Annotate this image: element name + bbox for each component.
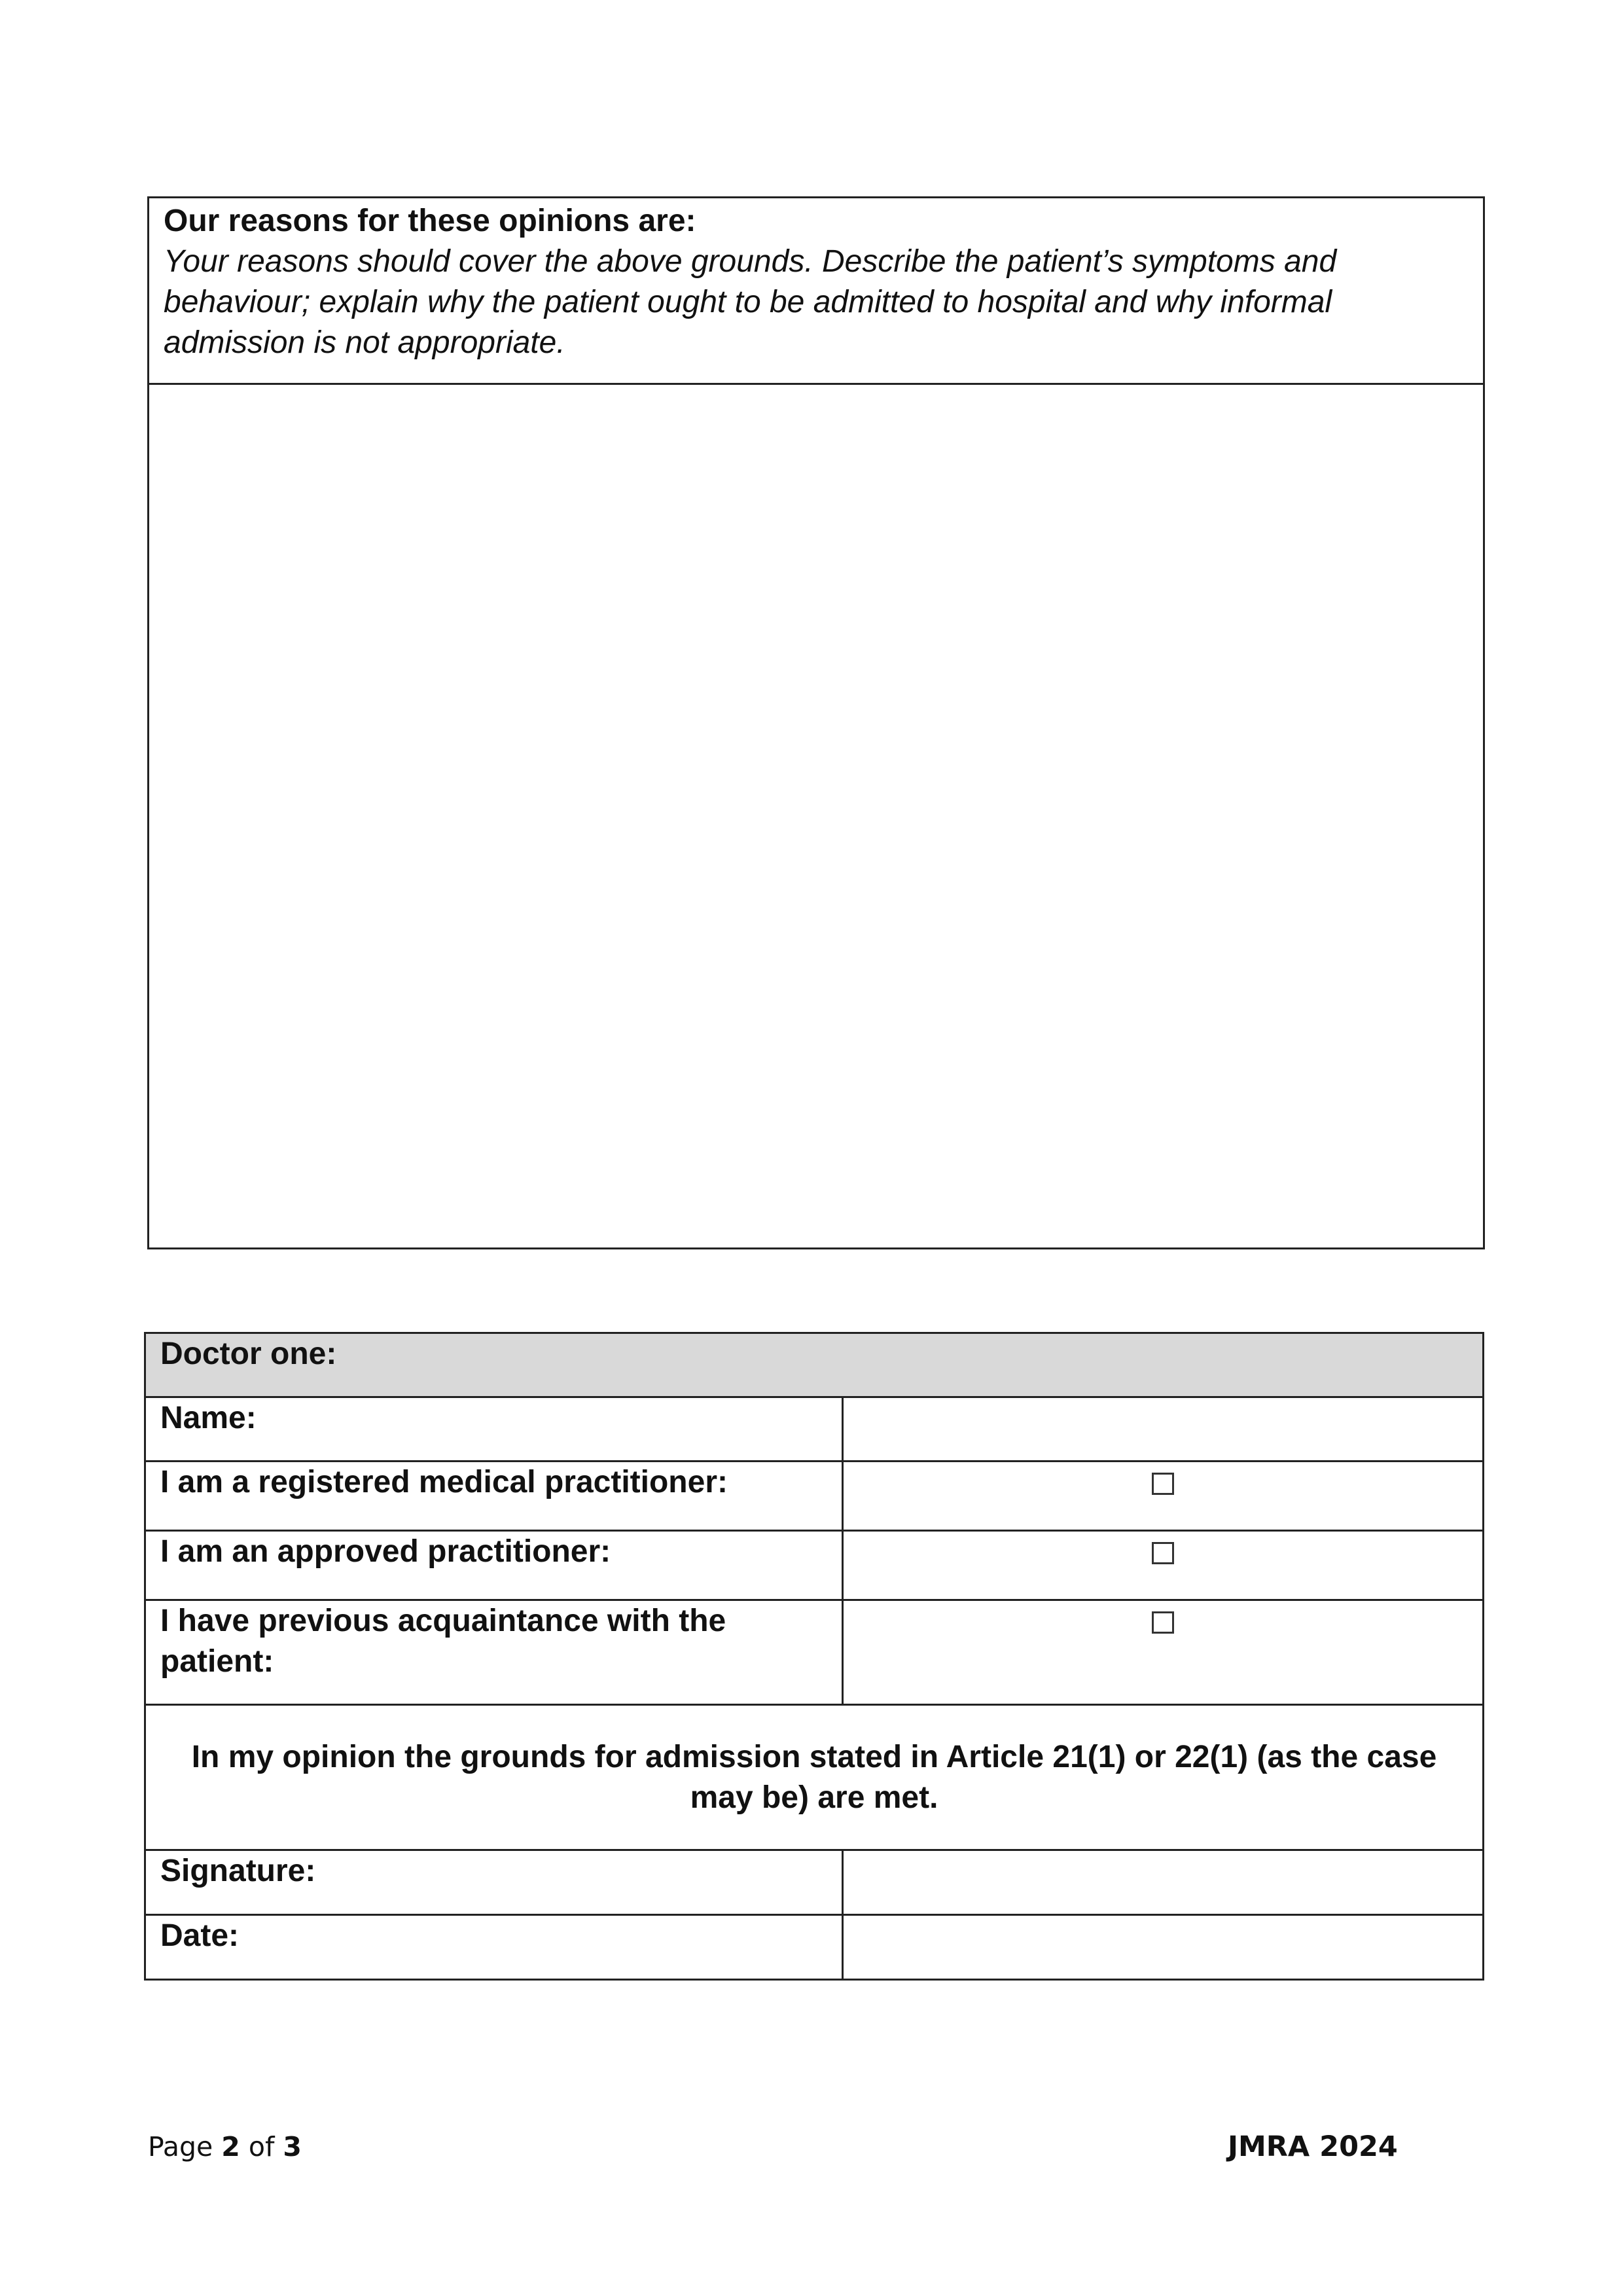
acquaintance-checkbox[interactable] [1152, 1611, 1174, 1634]
page-current: 2 [221, 2131, 240, 2162]
signature-label: Signature: [145, 1850, 843, 1915]
date-field[interactable] [843, 1915, 1484, 1980]
registered-checkbox[interactable] [1152, 1473, 1174, 1495]
name-label: Name: [145, 1397, 843, 1462]
registered-row [145, 1462, 1484, 1531]
name-row [145, 1397, 1484, 1462]
approved-cell [843, 1531, 1484, 1600]
name-field[interactable] [843, 1397, 1484, 1462]
reasons-hint-line-2: behaviour; explain why the patient ought to be admitted to hospital and why informal [164, 285, 1332, 319]
acquaintance-label-line-1: I have previous acquaintance with the [160, 1604, 726, 1638]
page-prefix: Page [148, 2131, 222, 2162]
opinion-line-1: In my opinion the grounds for admission stated in Article 21(1) or 22(1) (as the case [191, 1739, 1437, 1774]
doctor-header-row [145, 1333, 1484, 1397]
reasons-header [149, 198, 1483, 385]
approved-label: I am an approved practitioner: [145, 1531, 843, 1600]
acquaintance-cell [843, 1600, 1484, 1705]
registered-label: I am a registered medical practitioner: [145, 1462, 843, 1531]
date-label: Date: [145, 1915, 843, 1980]
opinion-row [145, 1705, 1484, 1850]
approved-checkbox[interactable] [1152, 1542, 1174, 1564]
reasons-section [147, 196, 1485, 1249]
doctor-header: Doctor one: [145, 1333, 1484, 1397]
acquaintance-label [145, 1600, 843, 1705]
registered-cell [843, 1462, 1484, 1531]
reasons-hint-line-3: admission is not appropriate. [164, 325, 565, 360]
reasons-hint-line-1: Your reasons should cover the above grounds. Describe the patient’s symptoms and [164, 244, 1337, 279]
signature-row [145, 1850, 1484, 1915]
page-of: of [240, 2131, 283, 2162]
acquaintance-label-line-2: patient: [160, 1644, 274, 1679]
date-row [145, 1915, 1484, 1980]
opinion-line-2: may be) are met. [690, 1780, 938, 1815]
page-number [148, 2128, 302, 2165]
page-total: 3 [283, 2131, 302, 2162]
acquaintance-row [145, 1600, 1484, 1705]
signature-field[interactable] [843, 1850, 1484, 1915]
reasons-title: Our reasons for these opinions are: [164, 204, 696, 238]
document-reference: JMRA 2024 [1228, 2130, 1398, 2163]
reasons-answer-field[interactable] [149, 385, 1483, 1247]
opinion-statement [145, 1705, 1484, 1850]
doctor-one-table [144, 1332, 1484, 1981]
approved-row [145, 1531, 1484, 1600]
